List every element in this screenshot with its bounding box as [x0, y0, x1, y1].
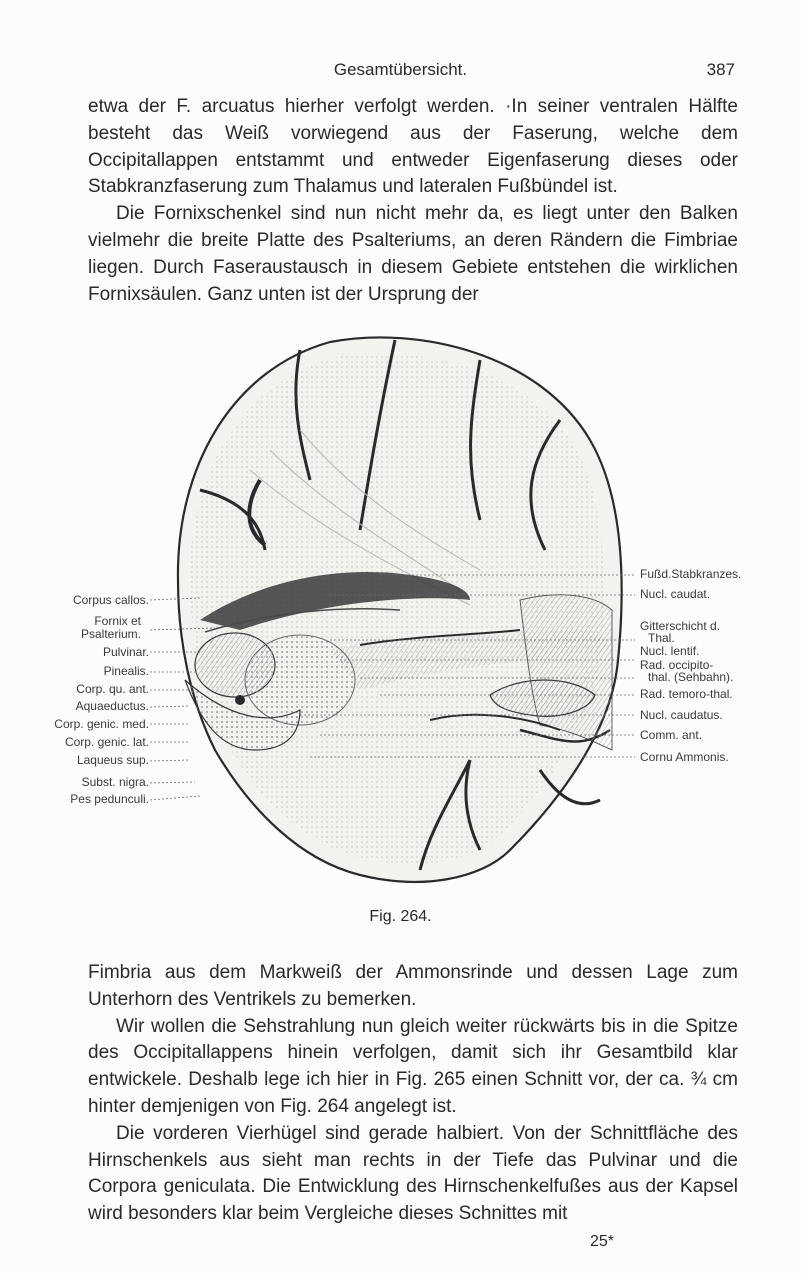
- text-block-top: [88, 94, 738, 308]
- label-pinealis: Pinealis.: [103, 664, 149, 678]
- label-pulvinar: Pulvinar.: [102, 645, 149, 659]
- label-nucl-lentif: Nucl. lentif.: [640, 644, 700, 658]
- label-aquaeductus: Aquaeductus.: [75, 699, 149, 713]
- label-pes-pedunculi: Pes pedunculi.: [70, 792, 149, 806]
- label-corp-genic-med: Corp. genic. med.: [54, 717, 149, 731]
- label-subst-nigra: Subst. nigra.: [81, 775, 149, 789]
- paragraph: etwa der F. arcuatus hierher verfolgt werden. ·In seiner ventralen Hälfte besteht das Weiß vorwiegend aus der Faserung, welche dem Occipitallappen entstammt und entweder Eigenfaserung dieses oder Stabkranzfaserung zum Thalamus und lateralen Fußbündel ist.: [88, 96, 738, 198]
- signature-mark: 25*: [590, 1233, 615, 1250]
- label-corpus-callos: Corpus callos.: [72, 593, 149, 607]
- label-corp-qu-ant: Corp. qu. ant.: [76, 682, 149, 696]
- label-thal: Thal.: [648, 631, 675, 645]
- paragraph: Fimbria aus dem Markweiß der Ammonsrinde und dessen Lage zum Unterhorn des Ventrikels zu bemerken.: [88, 962, 738, 1010]
- label-laqueus-sup: Laqueus sup.: [76, 753, 149, 767]
- paragraph: Wir wollen die Sehstrahlung nun gleich weiter rückwärts bis in die Spitze des Occipitallappens hinein verfolgen, damit sich ihr Gesamtbild klar entwickele. Deshalb lege ich hier in Fig. 265 einen Schnitt vor, der ca. ¾ cm hinter demjenigen von Fig. 264 angelegt ist.: [88, 1015, 738, 1117]
- label-cornu-ammonis: Cornu Ammonis.: [640, 750, 729, 764]
- paragraph: Die vorderen Vierhügel sind gerade halbiert. Von der Schnittfläche des Hirnschenkels aus sieht man rechts in der Tiefe das Pulvinar und die Corpora geniculata. Die Entwicklung des Hirnschenkelfußes aus der Kapsel wird besonders klar beim Vergleiche dieses Schnittes mit: [88, 1122, 738, 1225]
- label-rad-occipito: Rad. occipito-: [640, 658, 714, 672]
- label-fornix: Fornix et: [94, 614, 141, 628]
- label-fussd-stabkranzes: Fußd.Stabkranzes.: [640, 567, 742, 581]
- page-number: 387: [706, 60, 735, 79]
- paragraph: Die Fornixschenkel sind nun nicht mehr da, es liegt unter den Balken vielmehr die breite Platte des Psalteriums, an deren Rändern die Fimbriae liegen. Durch Faseraustausch in diesem Gebiete entstehen die wirklichen Fornixsäulen. Ganz unten ist der Ursprung der: [88, 203, 738, 305]
- label-corp-genic-lat: Corp. genic. lat.: [64, 735, 149, 749]
- label-psalterium: Psalterium.: [80, 627, 141, 641]
- label-nucl-caudat: Nucl. caudat.: [640, 587, 711, 601]
- label-rad-temoro-thal: Rad. temoro-thal.: [640, 687, 733, 701]
- running-head: [0, 60, 801, 84]
- text-block-bottom: [88, 960, 738, 1228]
- figure-brain-section: [0, 330, 801, 910]
- label-thal-sehbahn: thal. (Sehbahn).: [648, 670, 734, 684]
- label-comm-ant: Comm. ant.: [640, 728, 703, 742]
- label-gitterschicht: Gitterschicht d.: [640, 619, 721, 633]
- running-title: Gesamtübersicht.: [333, 60, 468, 79]
- label-nucl-caudatus: Nucl. caudatus.: [640, 708, 723, 722]
- figure-caption: Fig. 264.: [369, 908, 432, 925]
